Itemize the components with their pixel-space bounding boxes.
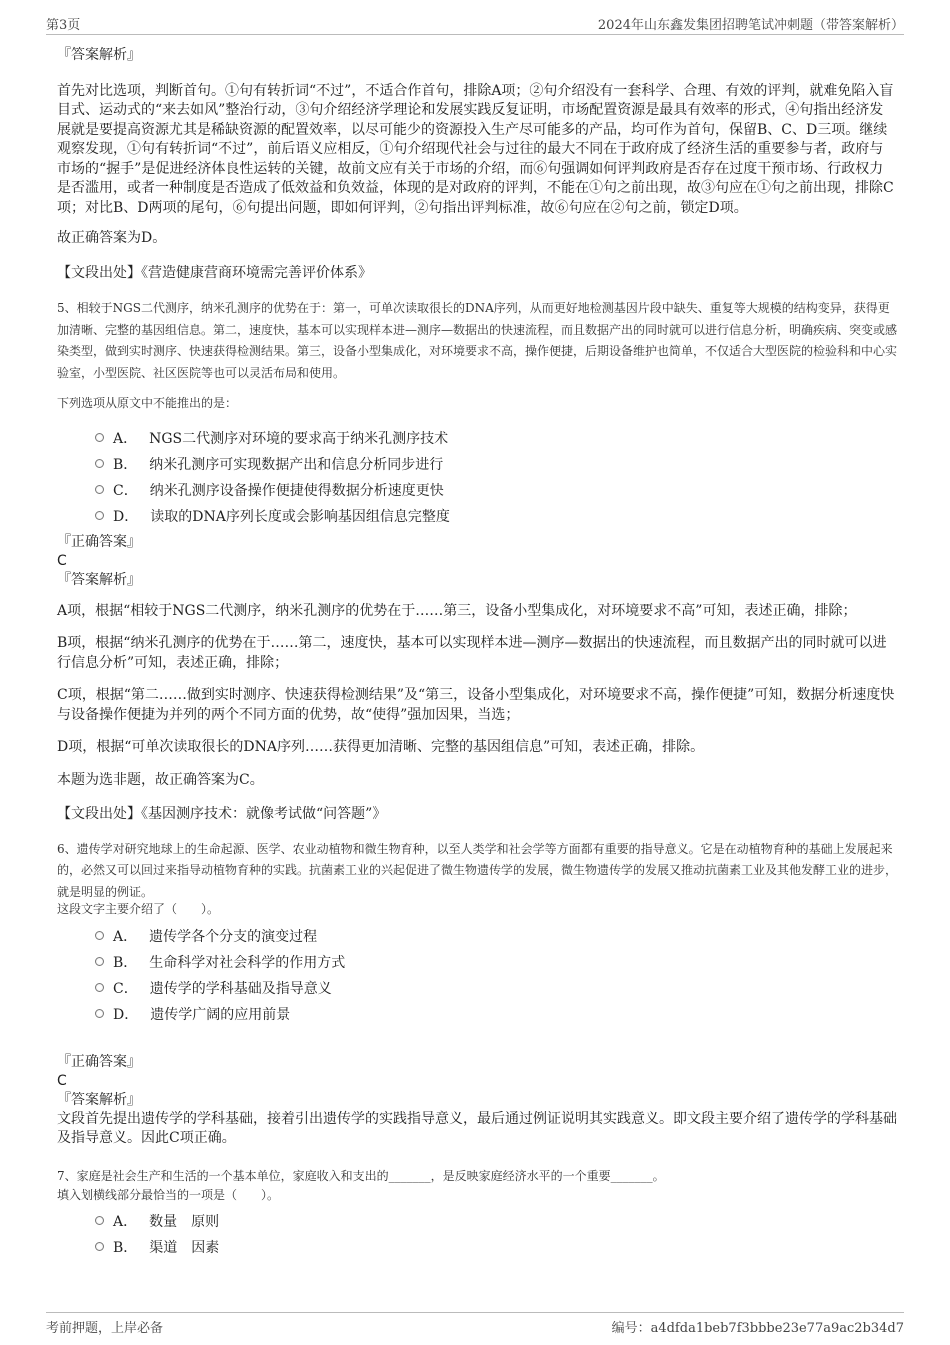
radio-icon[interactable] <box>95 1242 104 1251</box>
radio-icon[interactable] <box>95 485 104 494</box>
correct-answer: C <box>57 552 67 569</box>
q4-explanation-section <box>57 46 897 283</box>
question-prompt: 填入划横线部分最恰当的一项是（ ）。 <box>57 1188 280 1202</box>
document-title: 2024年山东鑫发集团招聘笔试冲刺题（带答案解析） <box>597 18 904 33</box>
source-citation: 【文段出处】《基因测序技术：就像考试做“问答题”》 <box>57 806 387 822</box>
radio-icon[interactable] <box>95 1009 104 1018</box>
page-number: 第3页 <box>46 18 81 33</box>
option-b[interactable]: B． 生命科学对社会科学的作用方式 <box>95 949 897 975</box>
option-a[interactable]: A． 数量 原则 <box>95 1208 897 1234</box>
explanation-label: 『答案解析』 <box>57 47 141 63</box>
explanation-b: B项，根据“纳米孔测序的优势在于……第二，速度快，基本可以实现样本进—测序—数据出的快速流程，而且数据产出的同时就可以进行信息分析”可知，表述正确，排除； <box>57 635 887 671</box>
correct-answer: C <box>57 1072 67 1089</box>
radio-icon[interactable] <box>95 433 104 442</box>
answer-label: 『正确答案』 <box>57 533 141 550</box>
question-prompt: 下列选项从原文中不能推出的是： <box>57 396 238 410</box>
question-5 <box>57 298 897 825</box>
option-a[interactable]: A． 遗传学各个分支的演变过程 <box>95 923 897 949</box>
radio-icon[interactable] <box>95 931 104 940</box>
options-list <box>95 923 897 1027</box>
options-list <box>95 1208 897 1260</box>
conclusion-text: 本题为选非题，故正确答案为C。 <box>57 771 264 788</box>
question-prompt: 这段文字主要介绍了（ ）。 <box>57 902 220 916</box>
question-stem: 5、相较于NGS二代测序，纳米孔测序的优势在于：第一，可单次读取很长的DNA序列，从而更好地检测基因片段中缺失、重复等大规模的结构变异，获得更加清晰、完整的基因组信息。第二，速度快，基本可以实现样本进—测序—数据出的快速流程，而且数据产出的同时就可以进行信息分析，明确疾病、突变或感染类型，做到实时测序、快速获得检测结果。第三，设备小型集成化，对环境要求不高，操作便捷，后期设备维护也简单，不仅适合大型医院的检验科和中心实验室，小型医院、社区医院等也可以灵活布局和使用。 <box>57 301 898 380</box>
option-c[interactable]: C． 遗传学的学科基础及指导意义 <box>95 975 897 1001</box>
options-list <box>95 425 897 529</box>
explanation-label: 『答案解析』 <box>57 571 141 588</box>
radio-icon[interactable] <box>95 459 104 468</box>
footer-slogan: 考前押题，上岸必备 <box>46 1321 164 1336</box>
option-c[interactable]: C． 纳米孔测序设备操作便捷使得数据分析速度更快 <box>95 477 897 503</box>
explanation-a: A项，根据“相较于NGS二代测序，纳米孔测序的优势在于……第三，设备小型集成化，对环境要求不高”可知，表述正确，排除； <box>57 602 857 619</box>
radio-icon[interactable] <box>95 983 104 992</box>
option-b[interactable]: B． 渠道 因素 <box>95 1234 897 1260</box>
page-header <box>46 12 904 35</box>
explanation-text: 文段首先提出遗传学的学科基础，接着引出遗传学的实践指导意义，最后通过例证说明其实践意义。即文段主要介绍了遗传学的学科基础及指导意义。因此C项正确。 <box>57 1110 897 1146</box>
explanation-d: D项，根据“可单次读取很长的DNA序列……获得更加清晰、完整的基因组信息”可知，表述正确，排除。 <box>57 739 705 755</box>
option-b[interactable]: B． 纳米孔测序可实现数据产出和信息分析同步进行 <box>95 451 897 477</box>
page-content <box>57 44 897 1260</box>
radio-icon[interactable] <box>95 1216 104 1225</box>
question-stem: 6、遗传学对研究地球上的生命起源、医学、农业动植物和微生物育种，以至人类学和社会学等方面都有重要的指导意义。它是在动植物育种的基础上发展起来的，必然又可以回过来指导动植物育种的实践。抗菌素工业的兴起促进了微生物遗传学的发展，微生物遗传学的发展又推动抗菌素工业及其他发酵工业的进步，就是明显的例证。 <box>57 841 898 899</box>
option-d[interactable]: D． 遗传学广阔的应用前景 <box>95 1001 897 1027</box>
question-6 <box>57 839 897 1149</box>
page-footer <box>46 1312 904 1337</box>
option-d[interactable]: D． 读取的DNA序列长度或会影响基因组信息完整度 <box>95 503 897 529</box>
radio-icon[interactable] <box>95 511 104 520</box>
explanation-text: 首先对比选项，判断首句。①句有转折词“不过”，不适合作首句，排除A项；②句介绍没有一套科学、合理、有效的评判，就难免陷入盲目式、运动式的“来去如风”整治行动，③句介绍经济学理论和发展实践反复证明，市场配置资源是最具有效率的形式，④句指出经济发展就是要提高资源尤其是稀缺资源的配置效率，以尽可能少的资源投入生产尽可能多的产品，均可作为首句，保留B、C、D三项。继续观察发现，①句有转折词“不过”，前后语义应相反，①句介绍现代社会与过往的最大不同在于政府成了经济生活的重要参与者，政府与市场的“握手”是促进经济体良性运转的关键，故前文应有关于市场的介绍，而⑥句强调如何评判政府是否存在过度干预市场、行政权力是否滥用，或者一种制度是否造成了低效益和负效益，体现的是对政府的评判，不能在①句之前出现，故③句应在①句之前出现，排除C项；对比B、D两项的尾句，⑥句提出问题，即如何评判，②句指出评判标准，故⑥句应在②句之前，锁定D项。 <box>57 82 894 216</box>
explanation-c: C项，根据“第二……做到实时测序、快速获得检测结果”及“第三，设备小型集成化，对环境要求不高，操作便捷”可知，数据分析速度快与设备操作便捷为并列的两个不同方面的优势，故“使得”强加因果，当选； <box>57 687 895 723</box>
conclusion-text: 故正确答案为D。 <box>57 230 167 246</box>
answer-label: 『正确答案』 <box>57 1053 141 1070</box>
document-id: 编号：a4dfda1beb7f3bbbe23e77a9ac2b34d7 <box>611 1321 904 1336</box>
question-7 <box>57 1166 897 1260</box>
source-citation: 【文段出处】《营造健康营商环境需完善评价体系》 <box>57 264 372 281</box>
explanation-label: 『答案解析』 <box>57 1091 141 1108</box>
option-a[interactable]: A． NGS二代测序对环境的要求高于纳米孔测序技术 <box>95 425 897 451</box>
question-stem: 7、家庭是社会生产和生活的一个基本单位，家庭收入和支出的_______，是反映家庭经济水平的一个重要_______。 <box>57 1168 665 1183</box>
radio-icon[interactable] <box>95 957 104 966</box>
